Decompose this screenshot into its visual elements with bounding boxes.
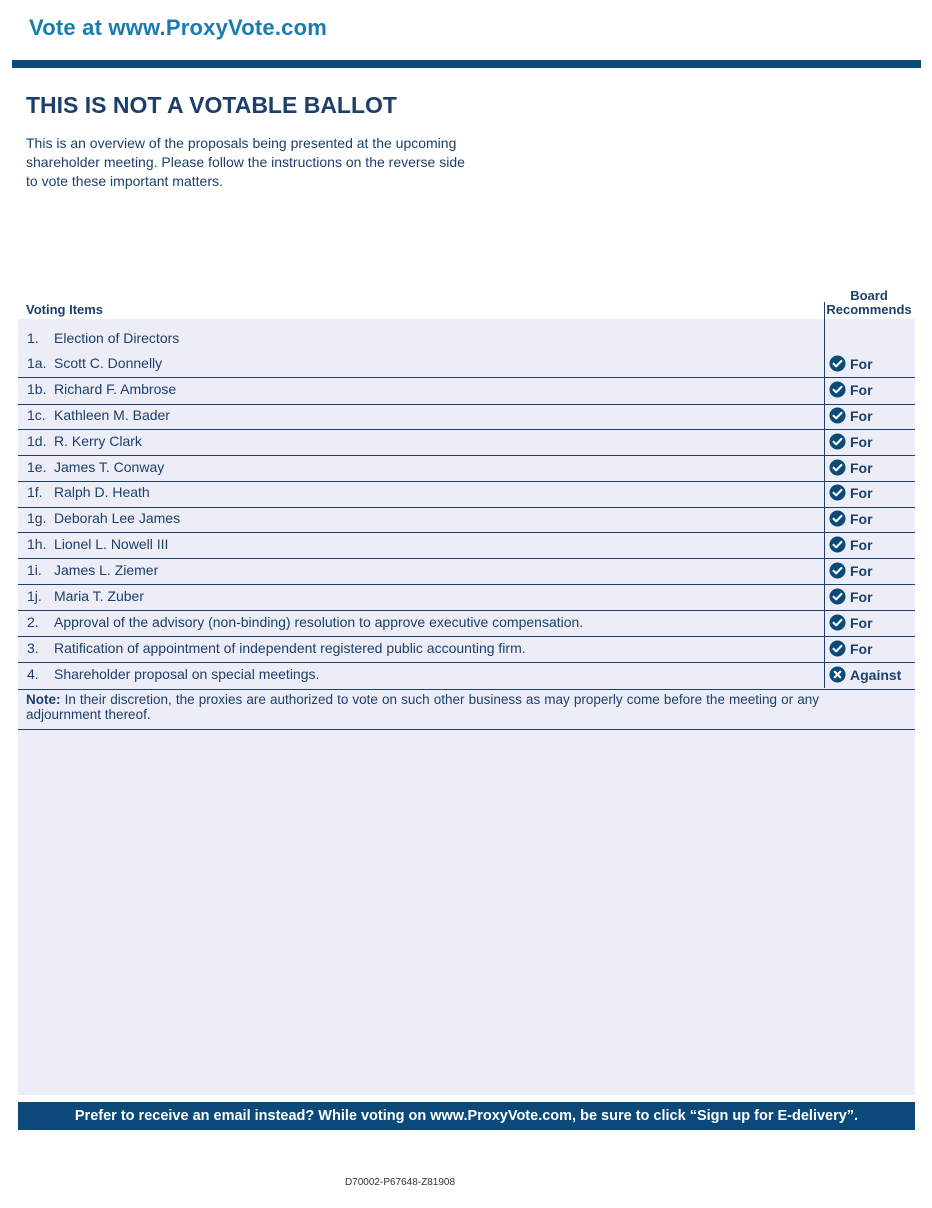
item-label: Approval of the advisory (non-binding) resolution to approve executive compensation. xyxy=(54,614,584,630)
recommendation-label: For xyxy=(850,588,873,605)
table-row xyxy=(18,611,915,637)
board-recommendation xyxy=(829,588,873,605)
table-row xyxy=(18,507,915,533)
table-row xyxy=(18,352,915,378)
section-row-election-of-directors xyxy=(18,330,818,348)
check-circle-icon xyxy=(829,588,846,605)
recommendation-label: For xyxy=(850,640,873,657)
item-number: 1j. xyxy=(27,588,42,604)
item-number: 1a. xyxy=(27,355,47,371)
table-row xyxy=(18,663,915,690)
header-rule xyxy=(12,60,921,68)
recommendation-label: For xyxy=(850,407,873,424)
page-title: THIS IS NOT A VOTABLE BALLOT xyxy=(26,92,397,118)
recommendation-label: For xyxy=(850,433,873,450)
board-recommendation xyxy=(829,640,873,657)
recommendation-label: For xyxy=(850,562,873,579)
item-label: Ralph D. Heath xyxy=(54,484,150,500)
note-text: In their discretion, the proxies are authorized to vote on such other business as may properly come before the meeting or any adjournment thereof. xyxy=(26,692,819,722)
item-number: 1g. xyxy=(27,510,47,526)
check-circle-icon xyxy=(829,536,846,553)
note-divider xyxy=(18,729,915,730)
recommendation-label: For xyxy=(850,459,873,476)
board-header-line2: Recommends xyxy=(826,302,912,317)
item-number: 1e. xyxy=(27,459,47,475)
recommendation-label: For xyxy=(850,381,873,398)
item-number: 1b. xyxy=(27,381,47,397)
recommendation-label: For xyxy=(850,536,873,553)
table-row xyxy=(18,430,915,456)
column-header-voting-items: Voting Items xyxy=(26,302,104,317)
board-recommendation xyxy=(829,536,873,553)
x-circle-icon xyxy=(829,666,846,683)
board-recommendation xyxy=(829,355,873,372)
item-label: James L. Ziemer xyxy=(54,562,159,578)
intro-text: This is an overview of the proposals being presented at the upcoming shareholder meeting. Please follow the instructions on the reverse side to vote these important matters. xyxy=(26,135,465,189)
recommendation-label: For xyxy=(850,484,873,501)
table-row xyxy=(18,404,915,430)
item-number: 1h. xyxy=(27,536,47,552)
item-label: Richard F. Ambrose xyxy=(54,381,177,397)
note xyxy=(26,692,819,722)
item-number: 1f. xyxy=(27,484,43,500)
table-row xyxy=(18,378,915,405)
item-number: 3. xyxy=(27,640,39,656)
board-recommendation xyxy=(829,562,873,579)
check-circle-icon xyxy=(829,381,846,398)
item-label: Ratification of appointment of independent registered public accounting firm. xyxy=(54,640,526,656)
board-recommendation xyxy=(829,484,873,501)
check-circle-icon xyxy=(829,407,846,424)
check-circle-icon xyxy=(829,562,846,579)
item-label: Shareholder proposal on special meetings. xyxy=(54,666,320,682)
item-number: 1c. xyxy=(27,407,46,423)
check-circle-icon xyxy=(829,614,846,631)
table-row xyxy=(18,456,915,482)
recommendation-label: For xyxy=(850,510,873,527)
board-recommendation xyxy=(829,381,873,398)
section-label: Election of Directors xyxy=(54,330,180,346)
column-header-board-recommends xyxy=(823,289,915,317)
board-header-line1: Board xyxy=(850,288,888,303)
item-label: James T. Conway xyxy=(54,459,165,475)
board-recommendation xyxy=(829,510,873,527)
check-circle-icon xyxy=(829,459,846,476)
check-circle-icon xyxy=(829,484,846,501)
board-recommendation xyxy=(829,407,873,424)
item-label: R. Kerry Clark xyxy=(54,433,142,449)
check-circle-icon xyxy=(829,640,846,657)
table-row xyxy=(18,585,915,611)
table-row xyxy=(18,559,915,585)
item-number: 4. xyxy=(27,666,39,682)
board-recommendation xyxy=(829,433,873,450)
item-label: Lionel L. Nowell III xyxy=(54,536,169,552)
recommendation-label: For xyxy=(850,614,873,631)
document-code: D70002-P67648-Z81908 xyxy=(344,1177,456,1188)
board-recommendation xyxy=(829,666,901,683)
table-row xyxy=(18,637,915,663)
recommendation-label: Against xyxy=(850,666,902,683)
item-label: Kathleen M. Bader xyxy=(54,407,170,423)
table-row xyxy=(18,481,915,508)
item-number: 2. xyxy=(27,614,39,630)
check-circle-icon xyxy=(829,433,846,450)
item-label: Scott C. Donnelly xyxy=(54,355,163,371)
check-circle-icon xyxy=(829,510,846,527)
note-label: Note: xyxy=(26,692,61,707)
section-number: 1. xyxy=(27,330,39,346)
table-row xyxy=(18,533,915,559)
item-label: Maria T. Zuber xyxy=(54,588,144,604)
item-label: Deborah Lee James xyxy=(54,510,181,526)
check-circle-icon xyxy=(829,355,846,372)
e-delivery-banner: Prefer to receive an email instead? While voting on www.ProxyVote.com, be sure to click “Sign up for E-delivery”. xyxy=(18,1102,915,1130)
board-recommendation xyxy=(829,614,873,631)
item-number: 1d. xyxy=(27,433,47,449)
board-recommendation xyxy=(829,459,873,476)
item-number: 1i. xyxy=(27,562,42,578)
recommendation-label: For xyxy=(850,355,873,372)
header-url: Vote at www.ProxyVote.com xyxy=(29,15,327,40)
